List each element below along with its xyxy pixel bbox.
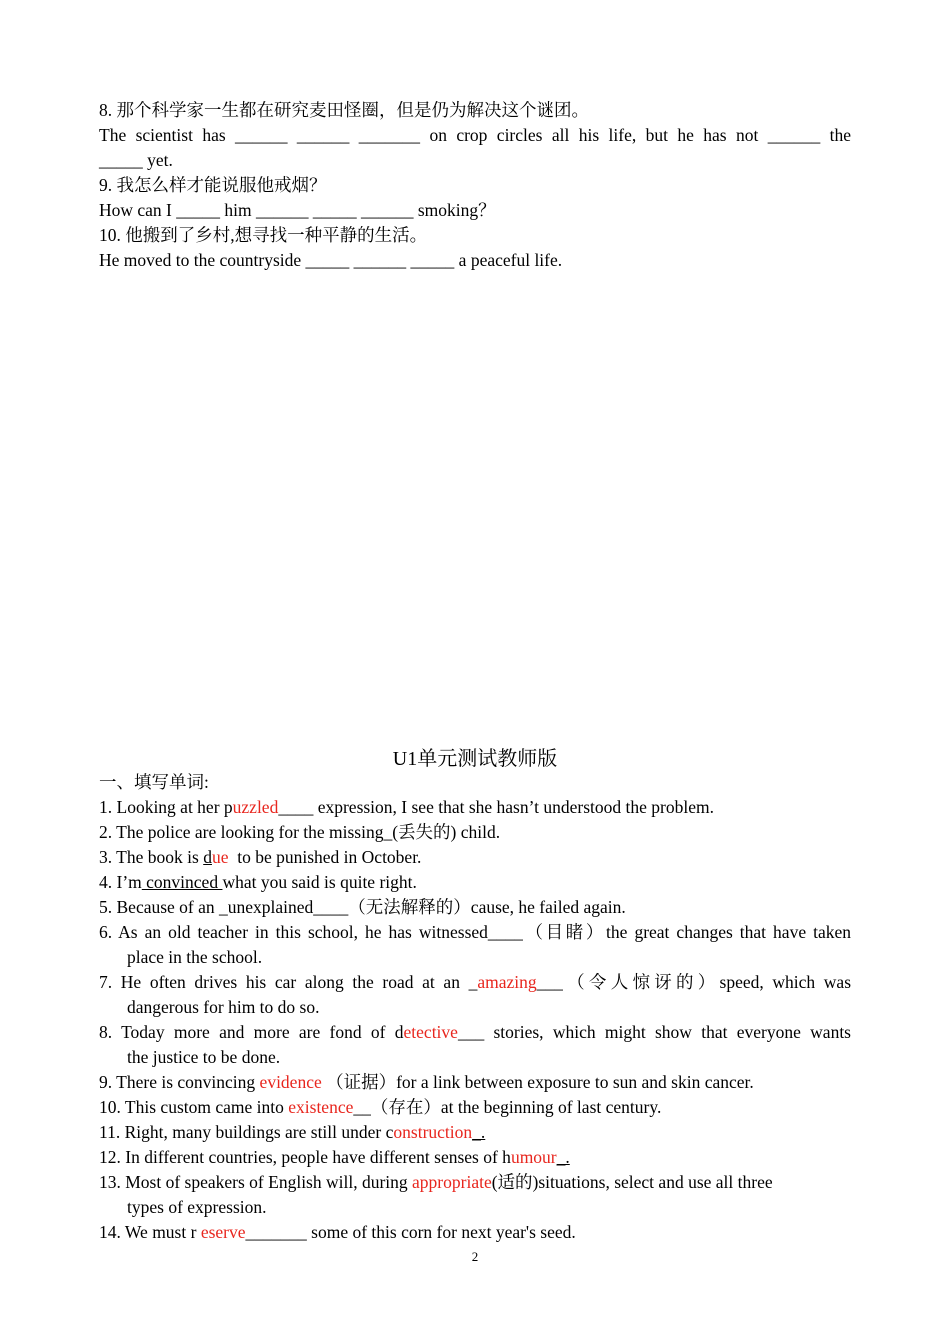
- answer-q13: [99, 1170, 851, 1195]
- q4-text-b: what you said is quite right.: [222, 872, 417, 892]
- answer-q8: [99, 1020, 851, 1045]
- q3-answer: ue: [211, 847, 229, 867]
- q4-text-a: 4. I’m: [99, 872, 142, 892]
- q1-text-b: ____ expression, I see that she hasn’t understood the problem.: [278, 797, 714, 817]
- answer-q7: [99, 970, 851, 995]
- q8-answer: etective: [403, 1022, 458, 1042]
- q1-answer: uzzled: [232, 797, 279, 817]
- q10-chinese: 10. 他搬到了乡村,想寻找一种平静的生活。: [99, 225, 428, 245]
- q1-text-a: 1. Looking at her p: [99, 797, 233, 817]
- q8-english-line1: The scientist has ______ ______ _______ on crop circles all his life, but he has not ______ the: [99, 125, 851, 145]
- q8-chinese: 8. 那个科学家一生都在研究麦田怪圈，但是仍为解决这个谜团。: [99, 100, 589, 120]
- q11-text-a: 11. Right, many buildings are still under c: [99, 1122, 394, 1142]
- answer-q6-line2: place in the school.: [127, 947, 263, 967]
- q8-english-line2: _____ yet.: [99, 150, 173, 170]
- q8-text-a: 8. Today more and more are fond of d: [99, 1022, 404, 1042]
- answer-q4: [99, 870, 851, 895]
- q14-answer: eserve: [200, 1222, 246, 1242]
- q9-english: How can I _____ him ______ _____ ______ smoking？: [99, 200, 496, 220]
- answer-q8-line2: the justice to be done.: [127, 1047, 281, 1067]
- q10-text-b: __（存在）at the beginning of last century.: [353, 1097, 662, 1117]
- q9-text-b: （证据）for a link between exposure to sun and skin cancer.: [321, 1072, 754, 1092]
- answer-q5: 5. Because of an _unexplained____（无法解释的）cause, he failed again.: [99, 897, 626, 917]
- answer-q14: [99, 1220, 851, 1245]
- q14-text-a: 14. We must r: [99, 1222, 201, 1242]
- answer-q10: [99, 1095, 851, 1120]
- q7-text-b: ___（令人惊讶的）speed, which was: [536, 972, 852, 992]
- q12-text-a: 12. In different countries, people have different senses of h: [99, 1147, 511, 1167]
- q11-text-b: _.: [472, 1122, 486, 1142]
- q13-text-b: (适的)situations, select and use all three: [491, 1172, 773, 1192]
- section-title: U1单元测试教师版: [392, 748, 558, 770]
- answer-q3: [99, 845, 851, 870]
- q4-answer: convinced: [141, 872, 223, 892]
- q10-text-a: 10. This custom came into: [99, 1097, 289, 1117]
- q8-text-b: ___ stories, which might show that everyone wants: [457, 1022, 851, 1042]
- q10-answer: existence: [288, 1097, 354, 1117]
- q13-text-a: 13. Most of speakers of English will, during: [99, 1172, 413, 1192]
- answer-q13-line2: types of expression.: [127, 1197, 267, 1217]
- answer-q11: [99, 1120, 851, 1145]
- page-number: 2: [471, 1249, 479, 1264]
- q10-english: He moved to the countryside _____ ______ _____ a peaceful life.: [99, 250, 563, 270]
- section-heading: 一、填写单词:: [99, 772, 209, 792]
- q3-text-a: 3. The book is: [99, 847, 204, 867]
- q3-text-b: to be punished in October.: [228, 847, 422, 867]
- q13-answer: appropriate: [412, 1172, 492, 1192]
- q9-chinese: 9. 我怎么样才能说服他戒烟？: [99, 175, 327, 195]
- answer-q7-line2: dangerous for him to do so.: [127, 997, 320, 1017]
- q7-answer: amazing: [477, 972, 537, 992]
- answer-q9: [99, 1070, 851, 1095]
- q11-answer: onstruction: [393, 1122, 473, 1142]
- answer-q2: 2. The police are looking for the missing_(丢失的) child.: [99, 822, 501, 842]
- q7-text-a: 7. He often drives his car along the road at an _: [99, 972, 478, 992]
- q9-text-a: 9. There is convincing: [99, 1072, 260, 1092]
- q9-answer: evidence: [259, 1072, 322, 1092]
- q12-text-b: _.: [556, 1147, 570, 1167]
- q3-answer-letter: d: [203, 847, 212, 867]
- answer-q12: [99, 1145, 851, 1170]
- q14-text-b: _______ some of this corn for next year's seed.: [245, 1222, 576, 1242]
- answer-q6-line1: 6. As an old teacher in this school, he has witnessed____（目睹）the great changes that have taken: [99, 922, 851, 942]
- answer-q1: [99, 795, 851, 820]
- q12-answer: umour: [510, 1147, 557, 1167]
